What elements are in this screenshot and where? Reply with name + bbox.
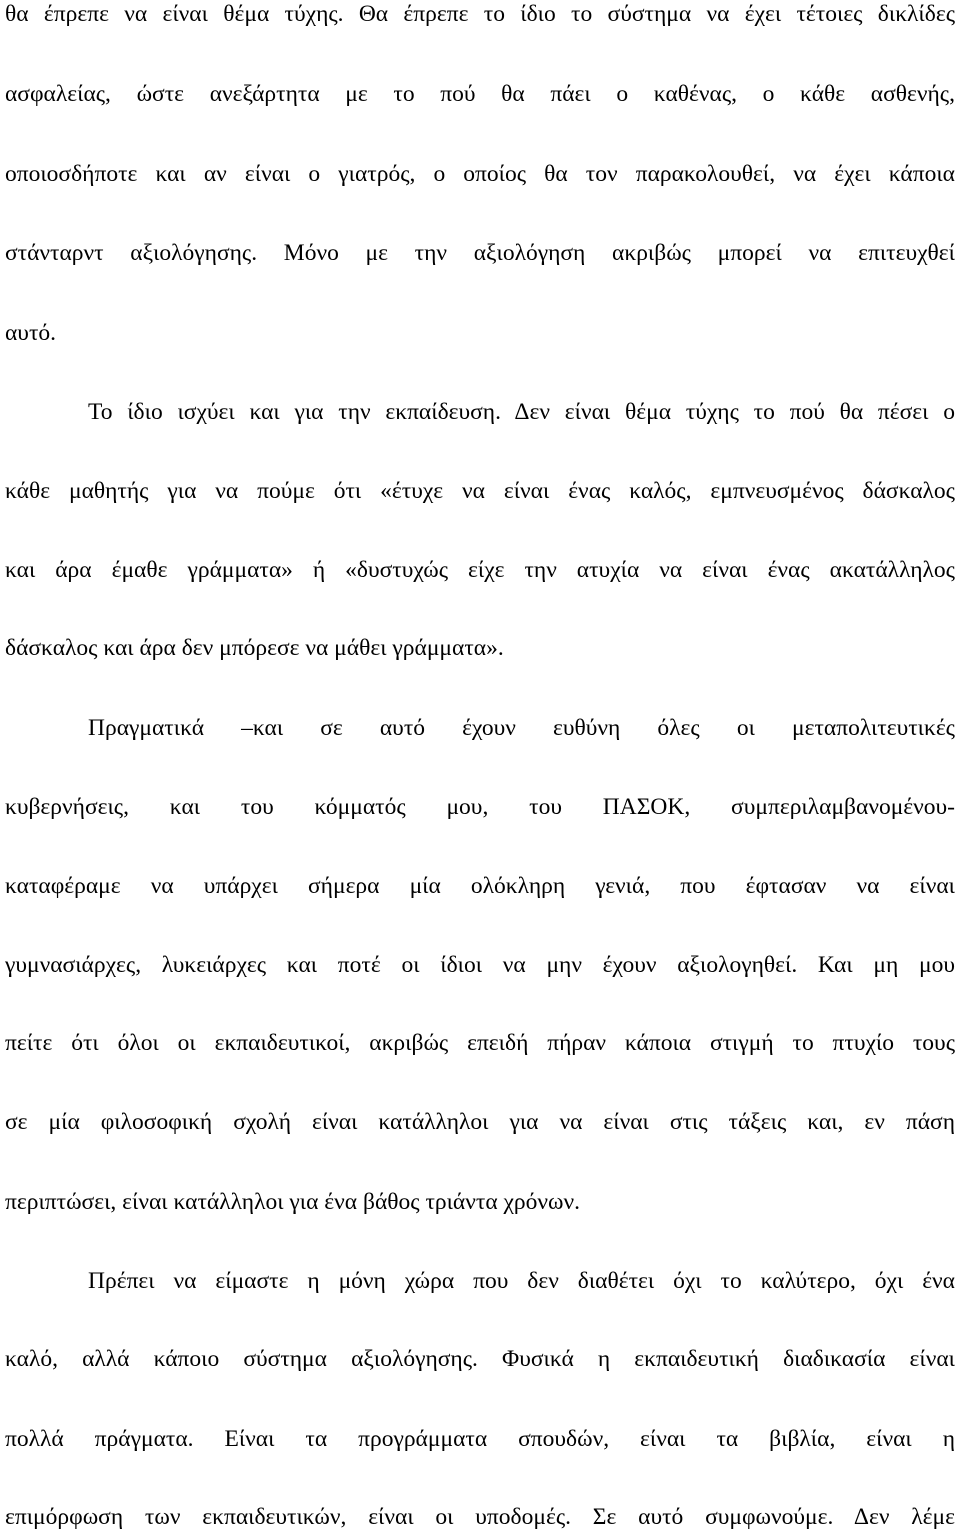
text-line-12: καταφέραμε να υπάρχει σήμερα μία ολόκληρη γενιά, που έφτασαν να είναι [5, 873, 955, 899]
text-line-7: κάθε μαθητής για να πούμε ότι «έτυχε να είναι ένας καλός, εμπνευσμένος δάσκαλος [5, 478, 955, 504]
text-line-5: αυτό. [5, 320, 57, 346]
text-line-17: Πρέπει να είμαστε η μόνη χώρα που δεν διαθέτει όχι το καλύτερο, όχι ένα [88, 1268, 955, 1294]
text-line-20: επιμόρφωση των εκπαιδευτικών, είναι οι υποδομές. Σε αυτό συμφωνούμε. Δεν λέμε [5, 1504, 955, 1530]
text-line-2: ασφαλείας, ώστε ανεξάρτητα με το πού θα πάει ο καθένας, ο κάθε ασθενής, [5, 81, 955, 107]
text-line-16: περιπτώσει, είναι κατάλληλοι για ένα βάθος τριάντα χρόνων. [5, 1189, 581, 1215]
text-line-14: πείτε ότι όλοι οι εκπαιδευτικοί, ακριβώς επειδή πήραν κάποια στιγμή το πτυχίο τους [5, 1030, 955, 1056]
text-line-19: πολλά πράγματα. Είναι τα προγράμματα σπουδών, είναι τα βιβλία, είναι η [5, 1426, 955, 1452]
text-line-10: Πραγματικά –και σε αυτό έχουν ευθύνη όλες οι μεταπολιτευτικές [88, 715, 955, 741]
text-line-13: γυμνασιάρχες, λυκειάρχες και ποτέ οι ίδιοι να μην έχουν αξιολογηθεί. Και μη μου [5, 952, 955, 978]
text-line-4: στάνταρντ αξιολόγησης. Μόνο με την αξιολόγηση ακριβώς μπορεί να επιτευχθεί [5, 240, 955, 266]
text-line-3: οποιοσδήποτε και αν είναι ο γιατρός, ο οποίος θα τον παρακολουθεί, να έχει κάποια [5, 161, 955, 187]
text-line-11: κυβερνήσεις, και του κόμματός μου, του ΠΑΣΟΚ, συμπεριλαμβανομένου- [5, 794, 955, 820]
text-line-1: θα έπρεπε να είναι θέμα τύχης. Θα έπρεπε το ίδιο το σύστημα να έχει τέτοιες δικλίδες [5, 1, 955, 27]
text-line-9: δάσκαλος και άρα δεν μπόρεσε να μάθει γράμματα». [5, 635, 504, 661]
text-line-15: σε μία φιλοσοφική σχολή είναι κατάλληλοι για να είναι στις τάξεις και, εν πάση [5, 1109, 955, 1135]
text-line-6: Το ίδιο ισχύει και για την εκπαίδευση. Δεν είναι θέμα τύχης το πού θα πέσει ο [88, 399, 955, 425]
text-line-8: και άρα έμαθε γράμματα» ή «δυστυχώς είχε την ατυχία να είναι ένας ακατάλληλος [5, 557, 955, 583]
text-line-18: καλό, αλλά κάποιο σύστημα αξιολόγησης. Φυσικά η εκπαιδευτική διαδικασία είναι [5, 1346, 955, 1372]
